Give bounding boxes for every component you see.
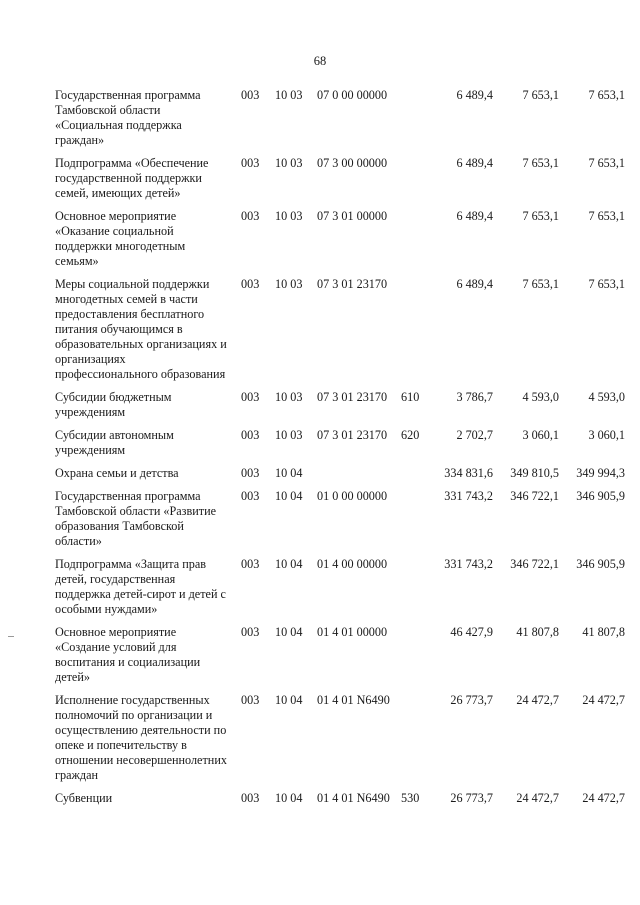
section-code: 10 03 (275, 156, 303, 170)
amount-year-1: 6 489,4 (456, 88, 493, 102)
amount-year-1: 26 773,7 (450, 791, 493, 805)
row-name: Субсидии бюджетным учреждениям (55, 390, 172, 419)
ministry-code: 003 (241, 466, 260, 480)
row-name: Субвенции (55, 791, 113, 805)
target-article-code: 07 3 00 00000 (317, 156, 388, 170)
amount-year-2: 7 653,1 (522, 209, 559, 223)
table-row (55, 156, 627, 209)
ministry-code: 003 (241, 390, 260, 404)
amount-year-3: 349 994,3 (576, 466, 625, 480)
target-article-code: 01 4 00 00000 (317, 557, 388, 571)
ministry-code: 003 (241, 489, 260, 503)
section-code: 10 04 (275, 625, 303, 639)
amount-year-3: 7 653,1 (588, 88, 625, 102)
expense-type-code (401, 466, 429, 489)
table-row (55, 88, 627, 156)
target-article-code: 07 3 01 00000 (317, 209, 388, 223)
amount-year-3: 7 653,1 (588, 277, 625, 291)
expense-type-code (401, 557, 429, 625)
amount-year-3: 7 653,1 (588, 156, 625, 170)
table-row (55, 390, 627, 428)
ministry-code: 003 (241, 156, 260, 170)
target-article-code: 07 3 01 23170 (317, 428, 388, 442)
page-number: 68 (313, 54, 327, 68)
table-row (55, 466, 627, 489)
ministry-code: 003 (241, 428, 260, 442)
section-code: 10 04 (275, 489, 303, 503)
section-code: 10 03 (275, 390, 303, 404)
target-article-code: 01 0 00 00000 (317, 489, 388, 503)
amount-year-2: 4 593,0 (522, 390, 559, 404)
row-name: Государственная программа Тамбовской области «Социальная поддержка граждан» (55, 88, 201, 147)
expense-type-code: 620 (401, 428, 420, 442)
row-name: Субсидии автономным учреждениям (55, 428, 174, 457)
expense-type-code (401, 156, 429, 209)
ministry-code: 003 (241, 693, 260, 707)
amount-year-1: 6 489,4 (456, 209, 493, 223)
row-name: Подпрограмма «Защита прав детей, государственная поддержка детей-сирот и детей с особыми нуждами» (55, 557, 226, 616)
section-code: 10 04 (275, 693, 303, 707)
amount-year-3: 41 807,8 (582, 625, 625, 639)
section-code: 10 04 (275, 557, 303, 571)
budget-table (55, 88, 627, 814)
expense-type-code: 610 (401, 390, 420, 404)
ministry-code: 003 (241, 209, 260, 223)
table-row (55, 625, 627, 693)
expense-type-code: 530 (401, 791, 420, 805)
expense-type-code (401, 209, 429, 277)
section-code: 10 03 (275, 209, 303, 223)
amount-year-2: 349 810,5 (510, 466, 559, 480)
ministry-code: 003 (241, 791, 260, 805)
amount-year-2: 346 722,1 (510, 557, 559, 571)
row-name: Основное мероприятие «Создание условий для воспитания и социализации детей» (55, 625, 201, 684)
expense-type-code (401, 489, 429, 557)
amount-year-1: 6 489,4 (456, 277, 493, 291)
table-row (55, 209, 627, 277)
amount-year-1: 331 743,2 (444, 557, 493, 571)
amount-year-2: 346 722,1 (510, 489, 559, 503)
amount-year-1: 2 702,7 (456, 428, 493, 442)
amount-year-1: 334 831,6 (444, 466, 493, 480)
expense-type-code (401, 693, 429, 791)
amount-year-3: 7 653,1 (588, 209, 625, 223)
target-article-code: 07 3 01 23170 (317, 277, 388, 291)
amount-year-1: 3 786,7 (456, 390, 493, 404)
table-row (55, 489, 627, 557)
ministry-code: 003 (241, 88, 260, 102)
section-code: 10 04 (275, 791, 303, 805)
expense-type-code (401, 277, 429, 390)
row-name: Подпрограмма «Обеспечение государственной поддержки семей, имеющих детей» (55, 156, 209, 200)
target-article-code (313, 466, 401, 489)
section-code: 10 03 (275, 428, 303, 442)
target-article-code: 01 4 01 00000 (317, 625, 388, 639)
target-article-code: 01 4 01 N6490 (317, 791, 390, 805)
expense-type-code (401, 625, 429, 693)
section-code: 10 04 (275, 466, 303, 480)
target-article-code: 01 4 01 N6490 (317, 693, 390, 707)
table-row (55, 791, 627, 814)
amount-year-2: 7 653,1 (522, 277, 559, 291)
row-name: Меры социальной поддержки многодетных семей в части предоставления бесплатного питания обучающимся в образовательных организациях и организациях профессионального образования (55, 277, 227, 381)
amount-year-2: 41 807,8 (516, 625, 559, 639)
amount-year-3: 346 905,9 (576, 557, 625, 571)
table-row (55, 557, 627, 625)
amount-year-3: 3 060,1 (588, 428, 625, 442)
ministry-code: 003 (241, 557, 260, 571)
amount-year-1: 6 489,4 (456, 156, 493, 170)
amount-year-2: 24 472,7 (516, 791, 559, 805)
amount-year-2: 7 653,1 (522, 88, 559, 102)
target-article-code: 07 3 01 23170 (317, 390, 388, 404)
amount-year-3: 346 905,9 (576, 489, 625, 503)
amount-year-3: 24 472,7 (582, 693, 625, 707)
row-name: Основное мероприятие «Оказание социальной поддержки многодетным семьям» (55, 209, 186, 268)
ministry-code: 003 (241, 277, 260, 291)
amount-year-3: 4 593,0 (588, 390, 625, 404)
section-code: 10 03 (275, 277, 303, 291)
table-row (55, 693, 627, 791)
amount-year-3: 24 472,7 (582, 791, 625, 805)
table-row (55, 428, 627, 466)
amount-year-1: 46 427,9 (450, 625, 493, 639)
target-article-code: 07 0 00 00000 (317, 88, 388, 102)
amount-year-2: 7 653,1 (522, 156, 559, 170)
amount-year-2: 3 060,1 (522, 428, 559, 442)
row-name: Охрана семьи и детства (55, 466, 179, 480)
section-code: 10 03 (275, 88, 303, 102)
amount-year-1: 26 773,7 (450, 693, 493, 707)
expense-type-code (401, 88, 429, 156)
table-body (55, 88, 627, 814)
amount-year-2: 24 472,7 (516, 693, 559, 707)
margin-mark (8, 636, 14, 637)
row-name: Исполнение государственных полномочий по организации и осуществлению деятельности по опеке и попечительству в отношении несовершеннолетних граждан (55, 693, 227, 782)
row-name: Государственная программа Тамбовской области «Развитие образования Тамбовской области» (55, 489, 217, 548)
ministry-code: 003 (241, 625, 260, 639)
amount-year-1: 331 743,2 (444, 489, 493, 503)
table-row (55, 277, 627, 390)
